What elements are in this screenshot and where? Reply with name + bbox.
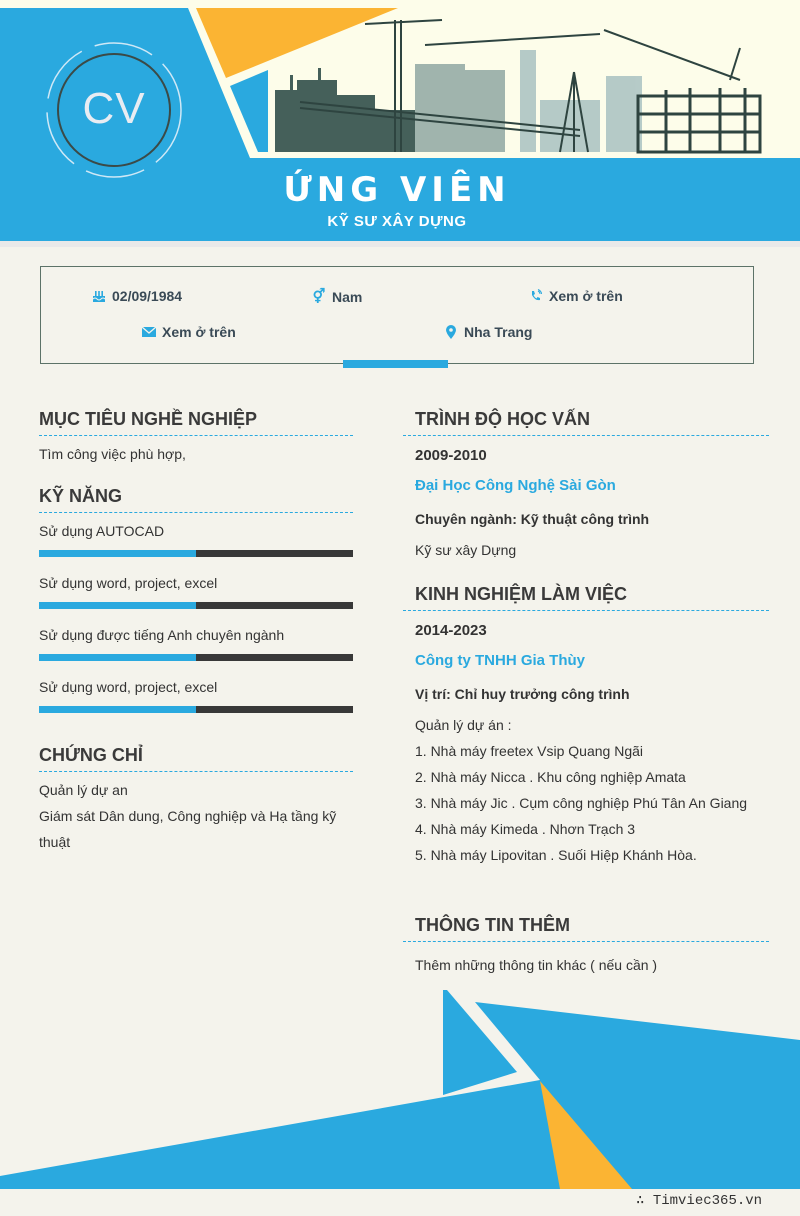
education-title: TRÌNH ĐỘ HỌC VẤN: [403, 409, 769, 436]
personal-info-box: [40, 266, 754, 364]
experience-line: 1. Nhà máy freetex Vsip Quang Ngãi: [415, 743, 644, 759]
info-box-accent: [343, 360, 448, 368]
skill-bar: [39, 602, 353, 609]
education-description: Kỹ sư xây Dựng: [415, 542, 517, 558]
certificate-line: Giám sát Dân dung, Công nghiệp và Hạ tầng kỹ: [39, 808, 337, 824]
map-marker-icon: [443, 325, 459, 339]
skill-bar: [39, 654, 353, 661]
certificate-line: Quản lý dự an: [39, 782, 128, 798]
certificates-title: CHỨNG CHỈ: [39, 745, 353, 772]
skill-bar-fill: [39, 706, 196, 713]
birthday-value: 02/09/1984: [112, 288, 183, 304]
experience-line: 3. Nhà máy Jic . Cụm công nghiệp Phú Tân An Giang: [415, 795, 748, 811]
education-school: Đại Học Công Nghệ Sài Gòn: [415, 477, 616, 494]
envelope-icon: [141, 326, 157, 338]
site-watermark: ∴ Timviec365.vn: [636, 1193, 763, 1209]
address-value: Nha Trang: [464, 324, 533, 340]
info-address: [443, 324, 532, 340]
info-email: [141, 324, 236, 340]
skill-label: Sử dụng AUTOCAD: [39, 523, 165, 539]
cv-logo: [44, 40, 184, 180]
education-major: Chuyên ngành: Kỹ thuật công trình: [415, 511, 650, 527]
info-gender: [311, 288, 362, 305]
experience-line: 5. Nhà máy Lipovitan . Suối Hiệp Khánh Hòa.: [415, 847, 697, 863]
email-value: Xem ở trên: [162, 324, 236, 340]
experience-company: Công ty TNHH Gia Thùy: [415, 652, 585, 669]
footer-decorative-shapes: [0, 990, 800, 1190]
skill-bar: [39, 706, 353, 713]
experience-years: 2014-2023: [415, 622, 487, 639]
skills-title: KỸ NĂNG: [39, 486, 353, 513]
info-phone: [528, 288, 623, 304]
info-birthday: [91, 288, 182, 304]
gender-icon: ⚥: [312, 288, 326, 304]
gender-value: Nam: [332, 288, 363, 305]
skill-bar-fill: [39, 654, 196, 661]
phone-value: Xem ở trên: [549, 288, 623, 304]
additional-title: THÔNG TIN THÊM: [403, 915, 769, 942]
experience-line: 2. Nhà máy Nicca . Khu công nghiệp Amata: [415, 769, 686, 785]
experience-position: Vị trí: Chỉ huy trưởng công trình: [415, 686, 630, 702]
objective-text: Tìm công việc phù hợp,: [39, 446, 186, 462]
logo-text: CV: [82, 84, 146, 133]
objective-title: MỤC TIÊU NGHỀ NGHIỆP: [39, 409, 353, 436]
skill-label: Sử dụng word, project, excel: [39, 575, 218, 591]
candidate-name: ỨNG VIÊN: [283, 170, 511, 210]
header-bottom-strip: [0, 241, 800, 247]
education-years: 2009-2010: [415, 447, 487, 464]
skill-bar-fill: [39, 550, 196, 557]
experience-title: KINH NGHIỆM LÀM VIỆC: [403, 584, 769, 611]
skill-bar: [39, 550, 353, 557]
skill-label: Sử dụng word, project, excel: [39, 679, 218, 695]
phone-icon: [528, 289, 544, 303]
birthday-cake-icon: [91, 289, 107, 303]
skill-label: Sử dụng được tiếng Anh chuyên ngành: [39, 627, 285, 643]
certificate-line: thuật: [39, 834, 71, 850]
experience-line: Quản lý dự án :: [415, 717, 512, 733]
skill-bar-fill: [39, 602, 196, 609]
experience-line: 4. Nhà máy Kimeda . Nhơn Trạch 3: [415, 821, 636, 837]
candidate-job-title: KỸ SƯ XÂY DỰNG: [327, 213, 467, 230]
cv-header: [0, 0, 800, 247]
additional-text: Thêm những thông tin khác ( nếu cần ): [415, 957, 658, 973]
